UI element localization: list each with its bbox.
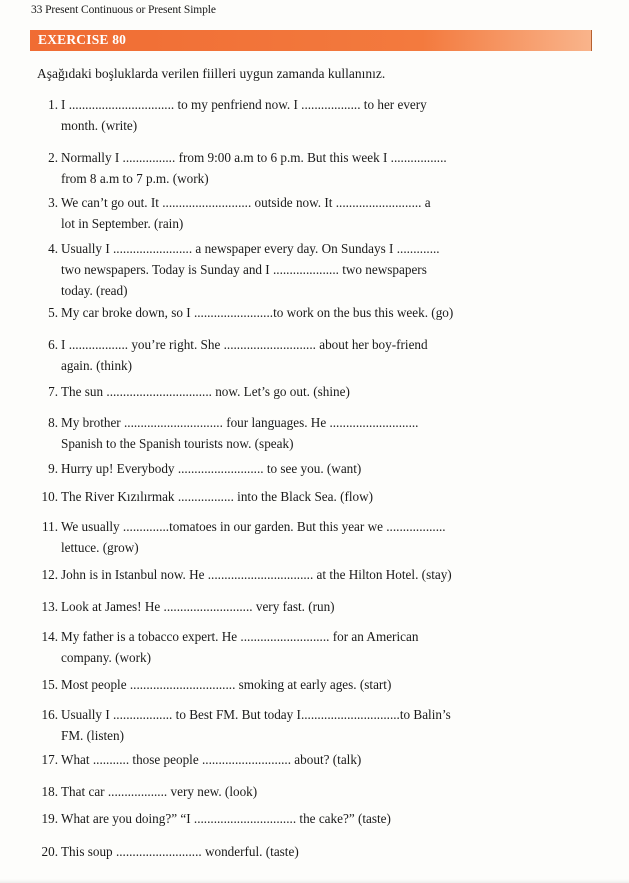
- item-number: 15.: [41, 677, 58, 692]
- page-header: 33 Present Continuous or Present Simple: [31, 4, 216, 16]
- item-number: 10.: [41, 489, 58, 504]
- item-sentence: I .................. you’re right. She ............................ about her boy-friend again. (think): [61, 337, 428, 373]
- item-number: 7.: [48, 384, 58, 399]
- item-sentence: The sun ................................ now. Let’s go out. (shine): [61, 384, 350, 399]
- item-number: 14.: [41, 629, 58, 644]
- item-sentence: Usually I ........................ a newspaper every day. On Sundays I ............. two newspapers. Today is Sunday and I .................... two newspapers today. (read): [61, 241, 440, 298]
- item-number: 20.: [41, 844, 58, 859]
- item-sentence: We can’t go out. It ........................... outside now. It .......................... a lot in September. (rain): [61, 195, 431, 231]
- item-sentence: The River Kızılırmak ................. into the Black Sea. (flow): [61, 489, 374, 504]
- item-number: 6.: [48, 337, 58, 352]
- item-number: 8.: [48, 415, 58, 430]
- item-number: 18.: [41, 784, 58, 799]
- item-sentence: Look at James! He ........................... very fast. (run): [61, 599, 335, 614]
- item-number: 17.: [41, 752, 58, 767]
- item-sentence: What ........... those people ........................... about? (talk): [61, 752, 362, 767]
- exercise-title: EXERCISE 80: [38, 32, 127, 47]
- item-sentence: What are you doing?” “I ............................... the cake?” (taste): [61, 811, 391, 826]
- item-sentence: John is in Istanbul now. He ................................ at the Hilton Hotel. (stay): [61, 567, 452, 582]
- item-sentence: My father is a tobacco expert. He ........................... for an American company. (work): [61, 629, 419, 665]
- item-sentence: Most people ................................ smoking at early ages. (start): [61, 677, 392, 692]
- item-sentence: My brother .............................. four languages. He ........................... Spanish to the Spanish tourists now. (speak): [61, 415, 419, 451]
- item-number: 5.: [48, 305, 58, 320]
- item-number: 3.: [48, 195, 58, 210]
- item-number: 13.: [41, 599, 58, 614]
- item-sentence: Normally I ................ from 9:00 a.m to 6 p.m. But this week I ................. from 8 a.m to 7 p.m. (work): [61, 150, 447, 186]
- item-sentence: Hurry up! Everybody .......................... to see you. (want): [61, 461, 362, 476]
- item-number: 4.: [48, 241, 58, 256]
- item-sentence: This soup .......................... wonderful. (taste): [61, 844, 299, 859]
- item-number: 1.: [48, 97, 58, 112]
- item-number: 12.: [41, 567, 58, 582]
- item-number: 2.: [48, 150, 58, 165]
- item-sentence: I ................................ to my penfriend now. I .................. to her every month. (write): [61, 97, 427, 133]
- item-sentence: My car broke down, so I ........................to work on the bus this week. (go): [61, 305, 454, 320]
- item-number: 16.: [41, 707, 58, 722]
- exercise-banner: [30, 30, 592, 51]
- item-number: 11.: [42, 519, 58, 534]
- item-number: 9.: [48, 461, 58, 476]
- page-edge: [0, 879, 629, 883]
- instruction-text: Aşağıdaki boşluklarda verilen fiilleri uygun zamanda kullanınız.: [37, 66, 386, 81]
- item-number: 19.: [41, 811, 58, 826]
- item-sentence: Usually I .................. to Best FM. But today I..............................to Balin’s FM. (listen): [61, 707, 451, 743]
- item-sentence: We usually ..............tomatoes in our garden. But this year we .................. lettuce. (grow): [61, 519, 446, 555]
- item-sentence: That car .................. very new. (look): [61, 784, 258, 799]
